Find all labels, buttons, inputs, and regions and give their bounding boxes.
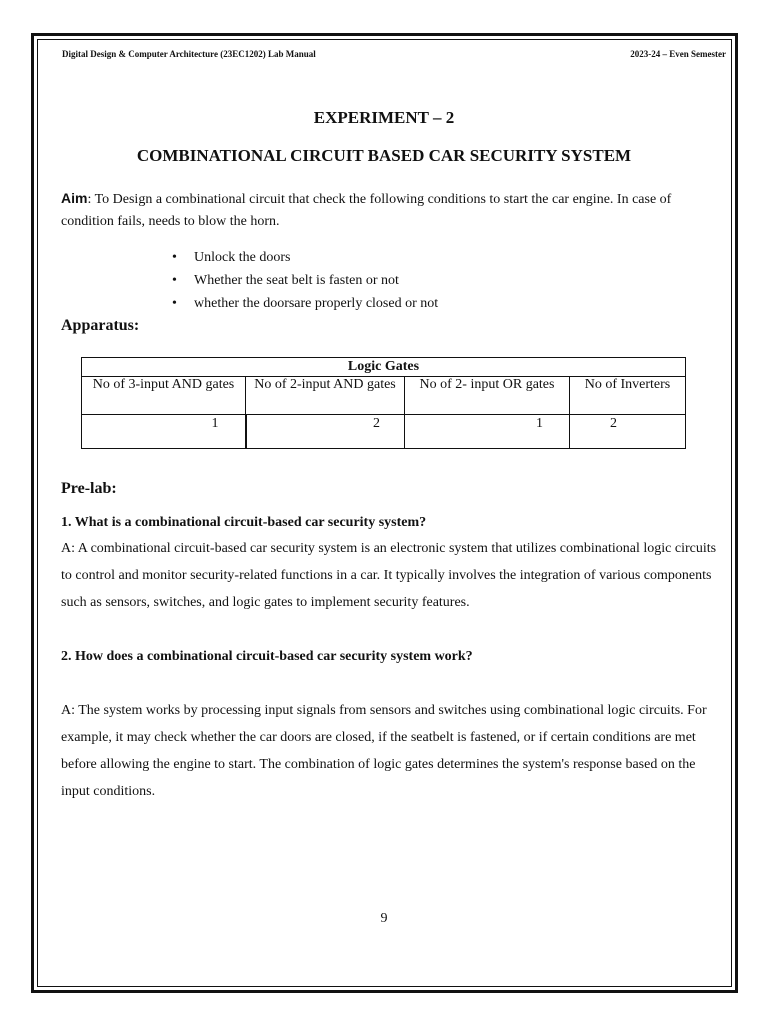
experiment-number: EXPERIMENT – 2 [313, 108, 455, 127]
table-value-cell: 1 [405, 415, 570, 449]
question-2: 2. How does a combinational circuit-based car security system work? [61, 649, 473, 664]
apparatus-heading: Apparatus: [61, 317, 140, 334]
answer-2: A: The system works by processing input signals from sensors and switches using combinational logic circuits. For example, it may check whether the car doors are closed, if the seatbelt is fastened, or if certain conditions are met before allowing the engine to start. The combination of logic gates determines the system's response based on the input conditions. [61, 703, 707, 799]
bullet-icon: • [172, 250, 177, 265]
bullet-icon: • [172, 296, 177, 311]
aim-paragraph [61, 187, 721, 233]
header-semester: 2023-24 – Even Semester [630, 49, 726, 59]
table-header-cell: No of 2-input AND gates [246, 377, 405, 415]
header-course-title: Digital Design & Computer Architecture (23EC1202) Lab Manual [62, 49, 316, 59]
aim-label: Aim [61, 190, 88, 206]
aim-text: : To Design a combinational circuit that check the following conditions to start the car engine. In case of condition fails, needs to blow the horn. [61, 192, 672, 229]
experiment-title: COMBINATIONAL CIRCUIT BASED CAR SECURITY SYSTEM [136, 146, 632, 165]
answer-1: A: A combinational circuit-based car security system is an electronic system that utilizes combinational logic circuits to control and monitor security-related functions in a car. It typically involves the integration of various components such as sensors, switches, and logic gates to implement security features. [61, 541, 717, 610]
table-header-cell: No of Inverters [570, 377, 686, 415]
page-number: 9 [380, 911, 388, 926]
table-value-cell: 2 [570, 415, 686, 449]
table-title: Logic Gates [82, 358, 686, 377]
page-border-inner [37, 39, 732, 987]
question-1: 1. What is a combinational circuit-based car security system? [61, 515, 427, 530]
logic-gates-table [81, 357, 686, 449]
bullet-icon: • [172, 273, 177, 288]
table-value-cell: 2 [246, 415, 405, 449]
table-header-cell: No of 3-input AND gates [82, 377, 246, 415]
prelab-heading: Pre-lab: [61, 480, 117, 497]
table-value-cell: 1 [82, 415, 246, 449]
table-header-cell: No of 2- input OR gates [405, 377, 570, 415]
